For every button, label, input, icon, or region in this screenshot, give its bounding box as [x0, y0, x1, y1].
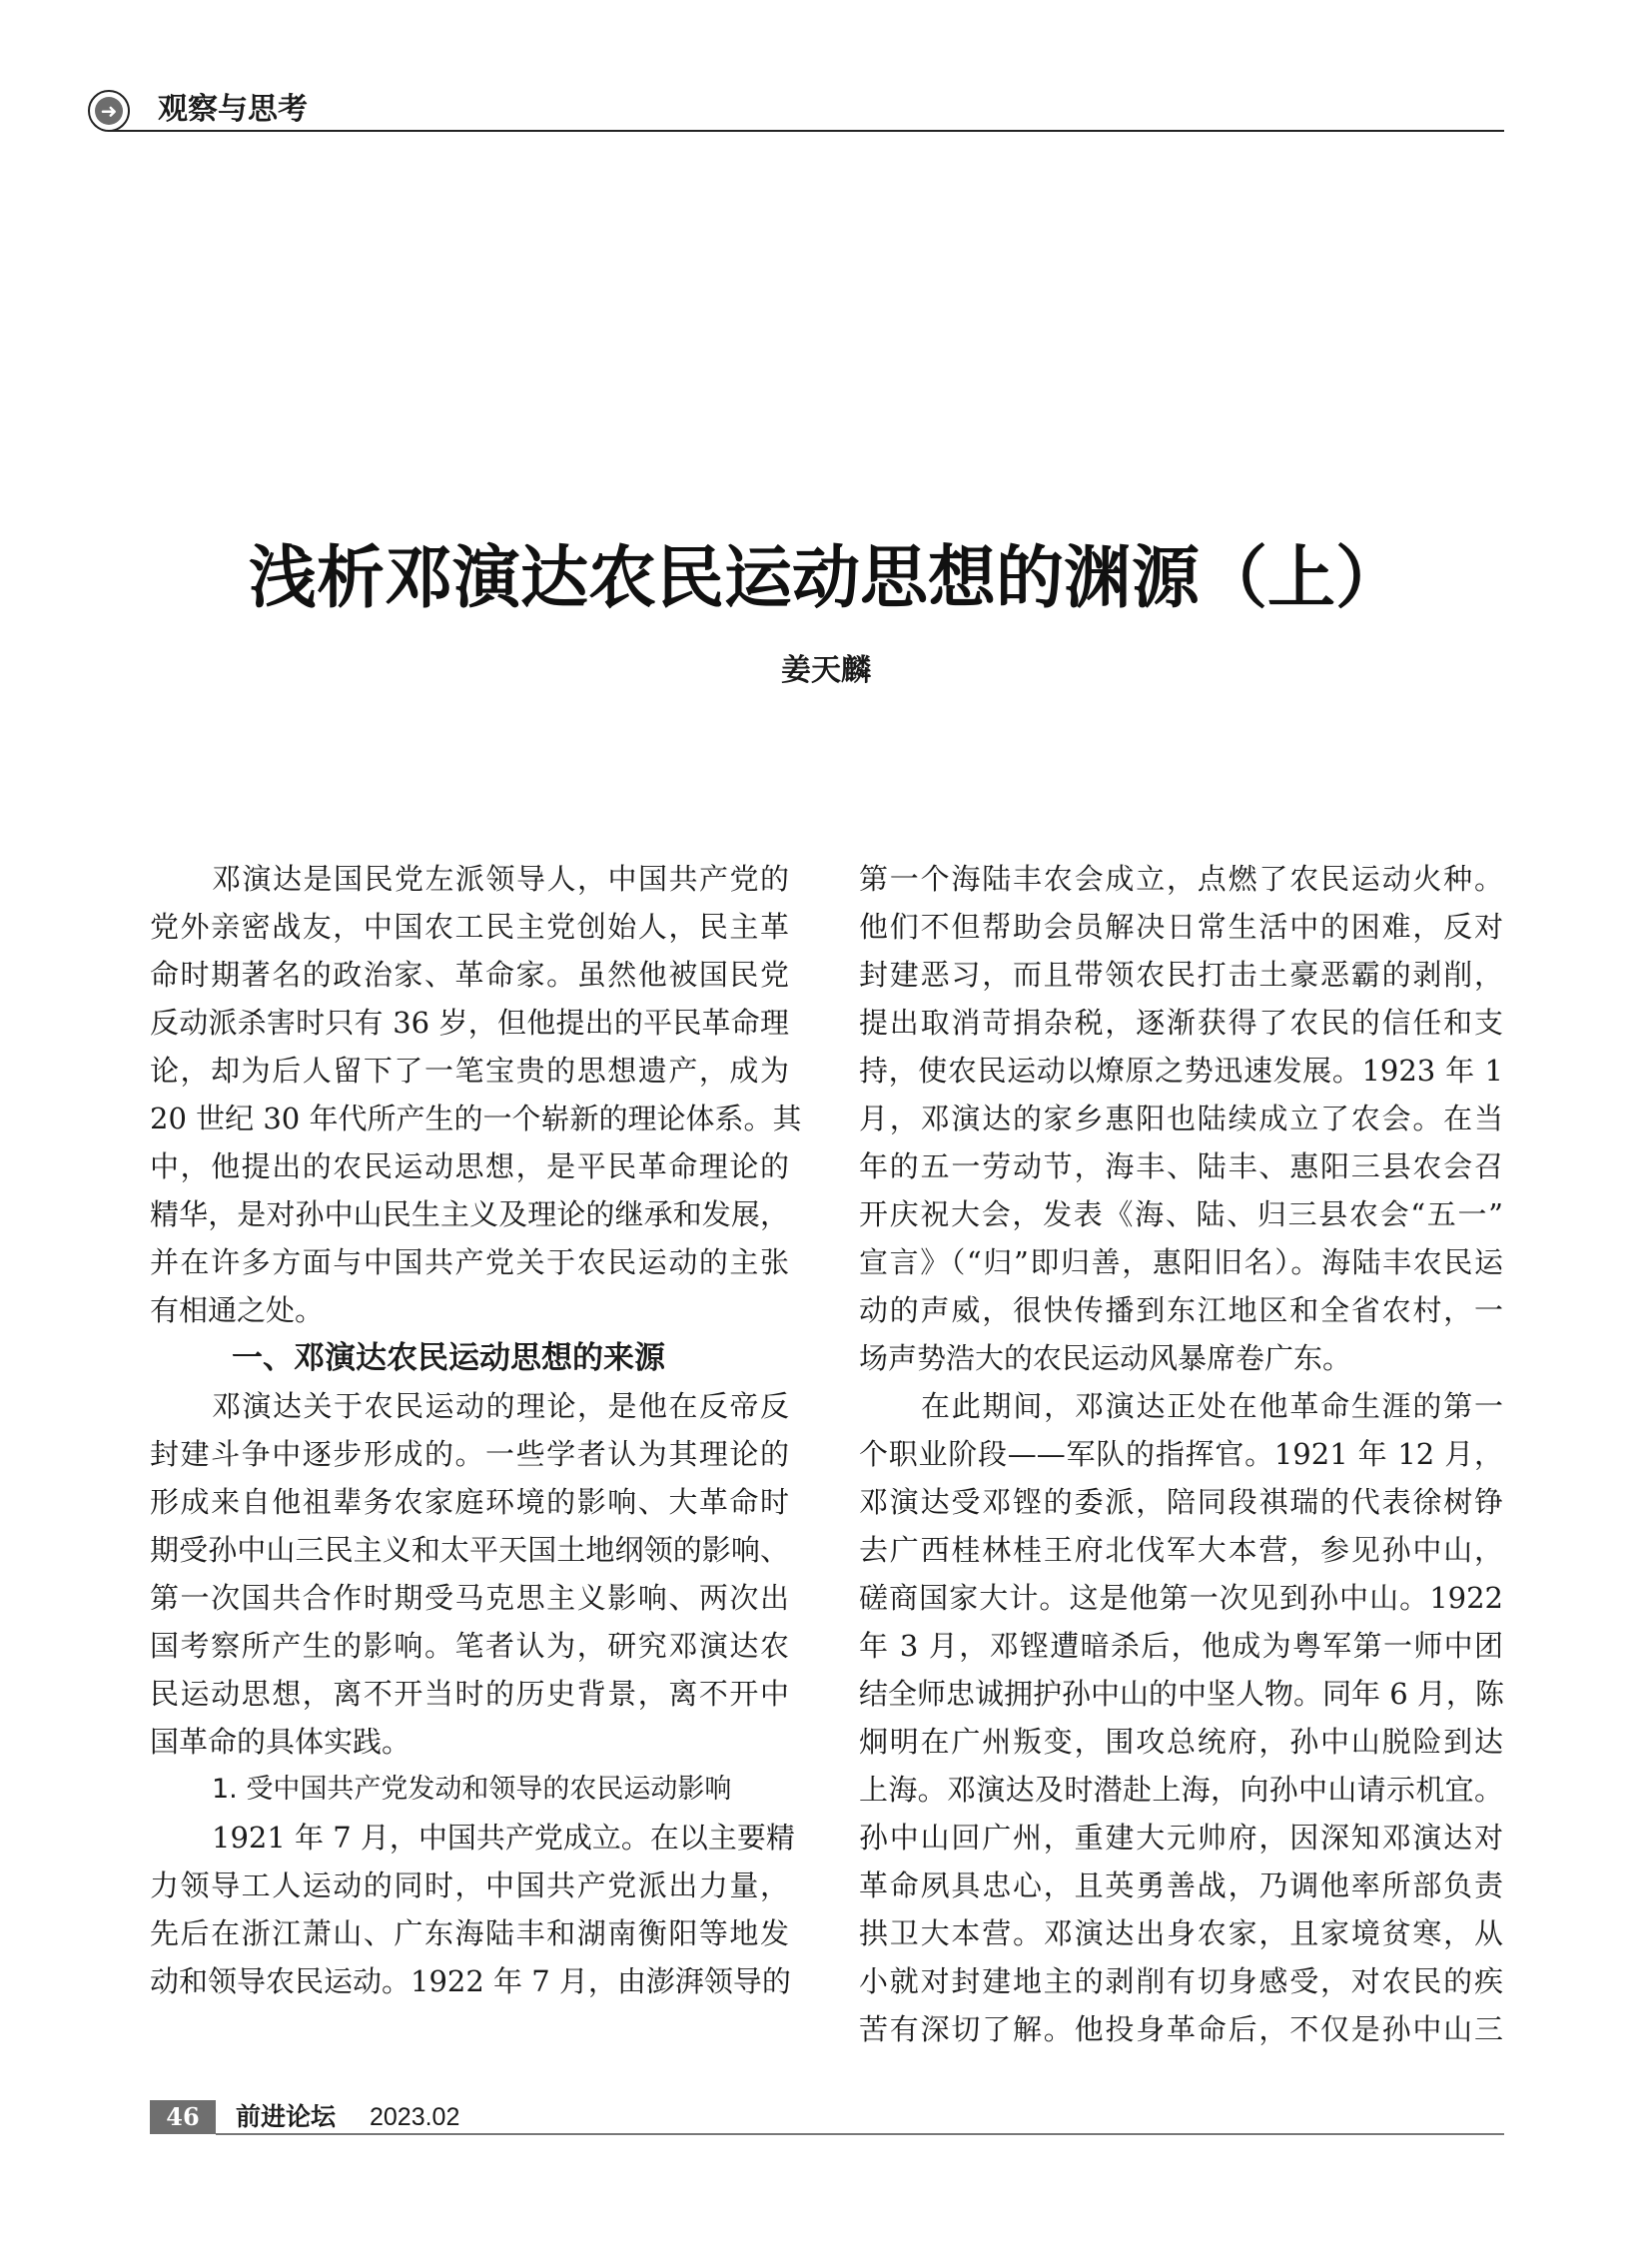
paragraph-line: 20 世纪 30 年代所产生的一个崭新的理论体系。其: [150, 1102, 802, 1135]
paragraph-line: 中，他提出的农民运动思想，是平民革命理论的: [150, 1149, 789, 1183]
paragraph-line: 持，使农民运动以燎原之势迅速发展。1923 年 1: [859, 1054, 1503, 1088]
article-title: 浅析邓演达农民运动思想的渊源（上）: [248, 539, 1403, 618]
paragraph-line: 去广西桂林桂王府北伐军大本营，参见孙中山，: [859, 1533, 1503, 1567]
paragraph-line: 封建恶习，而且带领农民打击土豪恶霸的剥削，: [859, 958, 1503, 992]
paragraph-line: 月，邓演达的家乡惠阳也陆续成立了农会。在当: [859, 1102, 1503, 1135]
paragraph-line: 邓演达关于农民运动的理论，是他在反帝反: [212, 1389, 789, 1423]
paragraph-line: 结全师忠诚拥护孙中山的中坚人物。同年 6 月，陈: [859, 1677, 1504, 1711]
paragraph-line: 第一个海陆丰农会成立，点燃了农民运动火种。: [859, 862, 1503, 896]
paragraph-line: 孙中山回广州，重建大元帅府，因深知邓演达对: [859, 1821, 1503, 1855]
paragraph-line: 炯明在广州叛变，围攻总统府，孙中山脱险到达: [859, 1725, 1503, 1759]
paragraph-line: 期受孙中山三民主义和太平天国土地纲领的影响、: [150, 1533, 789, 1567]
journal-issue: 2023.02: [370, 2103, 460, 2131]
paragraph-line: 力领导工人运动的同时，中国共产党派出力量，: [150, 1868, 789, 1902]
paragraph-line: 革命夙具忠心，且英勇善战，乃调他率所部负责: [859, 1868, 1503, 1902]
paragraph-line: 磋商国家大计。这是他第一次见到孙中山。1922: [859, 1581, 1503, 1615]
article-author: 姜天麟: [781, 653, 871, 688]
paragraph-line: 并在许多方面与中国共产党关于农民运动的主张: [150, 1245, 789, 1279]
paragraph-line: 国革命的具体实践。: [150, 1725, 412, 1759]
paragraph-line: 个职业阶段——军队的指挥官。1921 年 12 月，: [859, 1437, 1503, 1471]
paragraph-line: 邓演达是国民党左派领导人，中国共产党的: [212, 862, 789, 896]
paragraph-line: 他们不但帮助会员解决日常生活中的困难，反对: [859, 910, 1503, 944]
paragraph-line: 提出取消苛捐杂税，逐渐获得了农民的信任和支: [859, 1006, 1503, 1040]
paragraph-line: 动和领导农民运动。1922 年 7 月，由澎湃领导的: [150, 1964, 791, 1998]
paragraph-line: 开庆祝大会，发表《海、陆、归三县农会“五一”: [859, 1197, 1503, 1231]
header-divider: [110, 130, 1504, 132]
paragraph-line: 国考察所产生的影响。笔者认为，研究邓演达农: [150, 1629, 789, 1663]
paragraph-line: 邓演达受邓铿的委派，陪同段祺瑞的代表徐树铮: [859, 1485, 1503, 1519]
section-title: 观察与思考: [158, 92, 308, 127]
paragraph-line: 小就对封建地主的剥削有切身感受，对农民的疾: [859, 1964, 1503, 1998]
paragraph-line: 上海。邓演达及时潜赴上海，向孙中山请示机宜。: [859, 1773, 1503, 1807]
paragraph-line: 反动派杀害时只有 36 岁，但他提出的平民革命理: [150, 1006, 789, 1040]
paragraph-line: 党外亲密战友，中国农工民主党创始人，民主革: [150, 910, 789, 944]
paragraph-line: 先后在浙江萧山、广东海陆丰和湖南衡阳等地发: [150, 1916, 789, 1950]
paragraph-line: 精华，是对孙中山民生主义及理论的继承和发展，: [150, 1197, 789, 1231]
paragraph-line: 1921 年 7 月，中国共产党成立。在以主要精: [212, 1821, 795, 1855]
paragraph-line: 形成来自他祖辈务农家庭环境的影响、大革命时: [150, 1485, 789, 1519]
paragraph-line: 在此期间，邓演达正处在他革命生涯的第一: [921, 1389, 1503, 1423]
footer-divider: [216, 2133, 1504, 2135]
arrow-right-circle-icon: ➜: [88, 90, 130, 132]
section-heading: 一、邓演达农民运动思想的来源: [232, 1340, 665, 1376]
paragraph-line: 年 3 月，邓铿遭暗杀后，他成为粤军第一师中团: [859, 1629, 1503, 1663]
paragraph-line: 命时期著名的政治家、革命家。虽然他被国民党: [150, 958, 789, 992]
paragraph-line: 宣言》（“归”即归善，惠阳旧名）。海陆丰农民运: [859, 1245, 1503, 1279]
paragraph-line: 有相通之处。: [150, 1293, 325, 1327]
paragraph-line: 封建斗争中逐步形成的。一些学者认为其理论的: [150, 1437, 789, 1471]
subsection-heading: 1. 受中国共产党发动和领导的农民运动影响: [212, 1774, 732, 1805]
paragraph-line: 动的声威，很快传播到东江地区和全省农村，一: [859, 1293, 1503, 1327]
paragraph-line: 论，却为后人留下了一笔宝贵的思想遗产，成为: [150, 1054, 789, 1088]
paragraph-line: 民运动思想，离不开当时的历史背景，离不开中: [150, 1677, 789, 1711]
paragraph-line: 第一次国共合作时期受马克思主义影响、两次出: [150, 1581, 789, 1615]
paragraph-line: 拱卫大本营。邓演达出身农家，且家境贫寒，从: [859, 1916, 1503, 1950]
paragraph-line: 苦有深切了解。他投身革命后，不仅是孙中山三: [859, 2012, 1503, 2046]
page-number: 46: [150, 2100, 216, 2134]
journal-name: 前进论坛: [236, 2102, 337, 2131]
paragraph-line: 场声势浩大的农民运动风暴席卷广东。: [859, 1341, 1352, 1375]
paragraph-line: 年的五一劳动节，海丰、陆丰、惠阳三县农会召: [859, 1149, 1503, 1183]
